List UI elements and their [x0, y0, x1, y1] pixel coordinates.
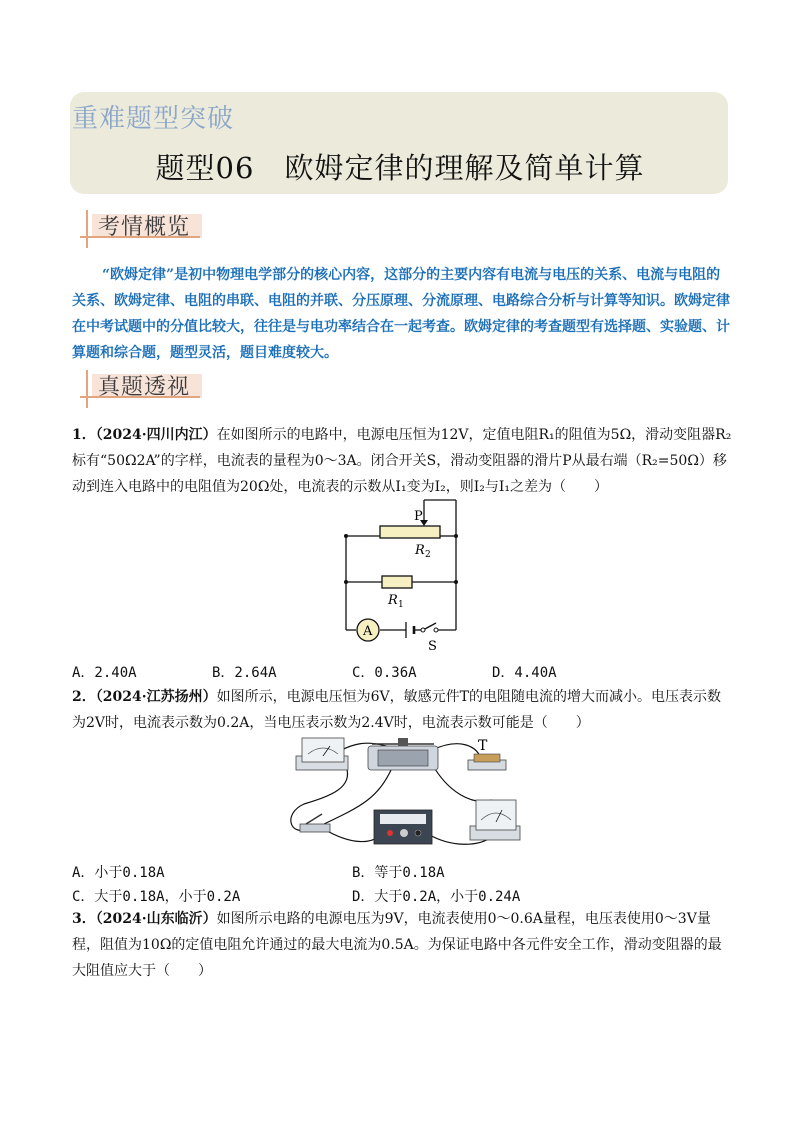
- q2-option-b: B．等于0.18A: [352, 865, 445, 881]
- section-header-label: 考情概览: [98, 215, 191, 240]
- section-header-real-questions: [80, 366, 250, 412]
- question-number: 3．: [72, 911, 96, 927]
- label-s: S: [428, 639, 437, 654]
- question-source: （2024·山东临沂）: [95, 911, 217, 927]
- sensitive-element-t: [468, 738, 506, 770]
- section-header-overview: [80, 206, 250, 252]
- power-supply-apparatus: [374, 810, 432, 844]
- q1-option-b: B．2.64A: [212, 665, 277, 681]
- voltmeter-apparatus: [296, 738, 348, 770]
- page-title: 题型06 欧姆定律的理解及简单计算: [155, 151, 645, 185]
- question-3: [72, 906, 732, 984]
- resistor-r2: [380, 526, 440, 538]
- apparatus-figure-q2: [282, 734, 522, 854]
- label-p: P: [414, 509, 423, 524]
- q2-option-d: D．大于0.2A，小于0.24A: [352, 889, 521, 905]
- q2-option-c: C．大于0.18A，小于0.2A: [72, 889, 241, 905]
- question-source: （2024·四川内江）: [95, 427, 217, 443]
- section-header-label: 真题透视: [98, 375, 191, 400]
- label-r1: R: [388, 593, 398, 608]
- question-1: [72, 422, 732, 500]
- question-text: 在如图所示的电路中，电源电压恒为12V，定值电阻R₁的阻值为5Ω，滑动变阻器R₂标有“50Ω2A”的字样，电流表的量程为0～3A。闭合开关S，滑动变阻器的滑片P从最右端（R₂=50Ω）移动到连入电路中的电阻值为20Ω处，电流表的示数从I₁变为I₂，则I₂与I₁之差为（ ）: [72, 427, 732, 495]
- question-text: 如图所示，电源电压恒为6V，敏感元件T的电阻随电流的增大而减小。电压表示数为2V时，电流表示数为0.2A，当电压表示数为2.4V时，电流表示数可能是（ ）: [72, 689, 721, 731]
- rheostat-apparatus: [368, 738, 438, 770]
- overview-paragraph: “欧姆定律”是初中物理电学部分的核心内容，这部分的主要内容有电流与电压的关系、电流与电阻的关系、欧姆定律、电阻的串联、电阻的并联、分压原理、分流原理、电路综合分析与计算等知识。欧姆定律在中考试题中的分值比较大，往往是与电功率结合在一起考查。欧姆定律的考查题型有选择题、实验题、计算题和综合题，题型灵活，题目难度较大。: [72, 267, 730, 361]
- label-r1-sub: 1: [398, 600, 404, 610]
- label-r2-sub: 2: [425, 550, 431, 560]
- q1-option-d: D．4.40A: [492, 665, 557, 681]
- q1-option-a: A．2.40A: [72, 665, 137, 681]
- label-r2: R: [415, 543, 425, 558]
- question-text: 如图所示电路的电源电压为9V，电流表使用0～0.6A量程，电压表使用0～3V量程，阻值为10Ω的定值电阻允许通过的最大电流为0.5A。为保证电路中各元件安全工作，滑动变阻器的最大阻值应大于（ ）: [72, 911, 722, 979]
- circuit-diagram-q1: [330, 498, 470, 658]
- label-ammeter: A: [363, 624, 373, 639]
- q1-option-c: C．0.36A: [352, 665, 417, 681]
- resistor-r1: [382, 576, 412, 588]
- q2-option-a: A．小于0.18A: [72, 865, 165, 881]
- question-number: 2．: [72, 689, 96, 705]
- question-2: [72, 684, 732, 736]
- section-header-bracket: [86, 210, 88, 248]
- label-t: T: [478, 738, 488, 754]
- ammeter-apparatus: [470, 800, 520, 840]
- question-source: （2024·江苏扬州）: [95, 689, 217, 705]
- question-number: 1．: [72, 427, 96, 443]
- section-header-bracket: [86, 370, 88, 408]
- banner-subtitle: 重难题型突破: [72, 104, 235, 134]
